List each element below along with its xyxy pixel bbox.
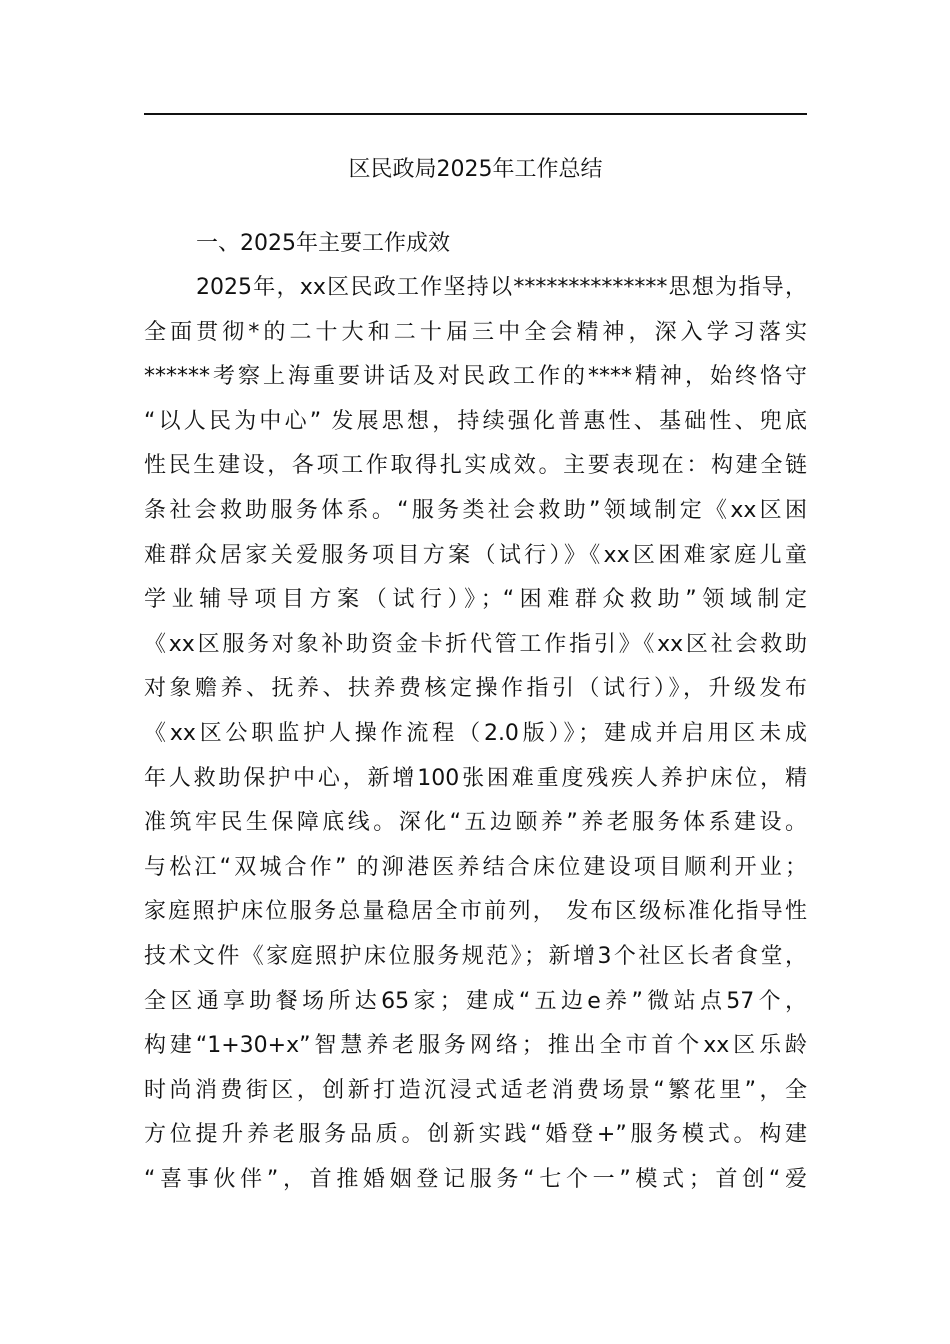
body-line: 难群众居家关爱服务项目方案（试行）》《xx区困难家庭儿童 <box>144 542 807 568</box>
body-line: 时尚消费街区，创新打造沉浸式适老消费场景“繁花里”，全 <box>144 1077 807 1103</box>
body-line: 《xx区公职监护人操作流程（2.0版）》；建成并启用区未成 <box>144 720 807 746</box>
header-rule <box>144 113 807 115</box>
body-line: 全区通享助餐场所达65家；建成“五边e养”微站点57个， <box>144 988 807 1014</box>
body-line: 对象赡养、抚养、扶养费核定操作指引（试行）》，升级发布 <box>144 676 807 702</box>
body-line: 方位提升养老服务品质。创新实践“婚登+”服务模式。构建 <box>144 1122 807 1148</box>
body-line: 2025年，xx区民政工作坚持以**************思想为指导， <box>196 275 807 300</box>
body-line: 学业辅导项目方案（试行）》；“困难群众救助”领域制定 <box>144 587 807 613</box>
body-line: 与松江“双城合作” 的泖港医养结合床位建设项目顺利开业； <box>144 854 807 880</box>
body-line: ******考察上海重要讲话及对民政工作的****精神，始终恪守 <box>144 364 807 390</box>
body-line: 年人救助保护中心，新增100张困难重度残疾人养护床位，精 <box>144 765 807 791</box>
body-line: 准筑牢民生保障底线。深化“五边颐养”养老服务体系建设。 <box>144 810 807 836</box>
document-title: 区民政局2025年工作总结 <box>348 157 603 182</box>
body-text <box>144 266 807 1202</box>
body-line: 技术文件《家庭照护床位服务规范》；新增3个社区长者食堂， <box>144 943 807 969</box>
body-line: 条社会救助服务体系。“服务类社会救助”领域制定《xx区困 <box>144 497 807 523</box>
body-line: “以人民为中心” 发展思想，持续强化普惠性、基础性、兜底 <box>144 408 807 434</box>
body-line: 全面贯彻*的二十大和二十届三中全会精神，深入学习落实 <box>144 319 807 345</box>
body-line: 构建“1+30+x”智慧养老服务网络；推出全市首个xx区乐龄 <box>144 1033 807 1059</box>
body-line: 《xx区服务对象补助资金卡折代管工作指引》《xx区社会救助 <box>144 631 807 657</box>
body-line: 家庭照护床位服务总量稳居全市前列， 发布区级标准化指导性 <box>144 899 807 925</box>
body-line: 性民生建设，各项工作取得扎实成效。主要表现在：构建全链 <box>144 453 807 479</box>
section-heading: 一、2025年主要工作成效 <box>196 231 450 256</box>
body-line: “喜事伙伴”，首推婚姻登记服务“七个一”模式；首创“爱 <box>144 1166 807 1192</box>
